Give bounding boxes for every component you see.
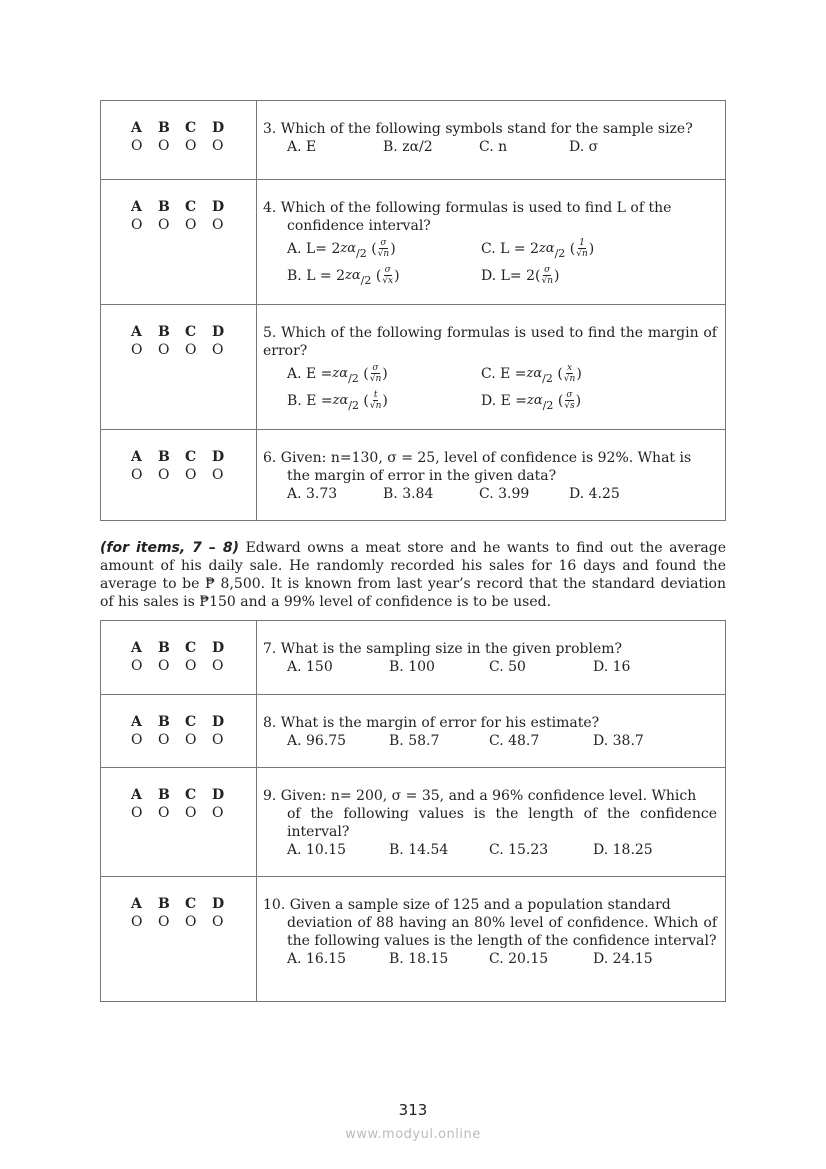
answer-bubble-a[interactable]: O <box>131 217 143 233</box>
question-stem-cont: confidence interval? <box>287 218 431 234</box>
answer-bubbles <box>101 305 257 429</box>
answer-circles <box>131 217 239 233</box>
answer-letter: D <box>212 640 225 656</box>
formula-option[interactable] <box>287 265 481 286</box>
numerator: x <box>567 363 573 373</box>
answer-letters <box>131 449 239 465</box>
options <box>263 485 717 503</box>
option-b[interactable]: B. 58.7 <box>389 733 440 749</box>
answer-bubble-c[interactable]: O <box>185 732 197 748</box>
answer-letters <box>131 120 239 136</box>
z-alpha: zα <box>526 365 543 381</box>
answer-letters <box>131 324 239 340</box>
question-row <box>101 179 725 304</box>
answer-bubble-a[interactable]: O <box>131 342 143 358</box>
answer-letter: D <box>212 199 225 215</box>
z-subscript: /2 <box>348 371 359 385</box>
options <box>263 732 717 750</box>
answer-letter: B <box>158 787 170 803</box>
question-row <box>101 767 725 876</box>
answer-letter: B <box>158 120 170 136</box>
answer-bubble-a[interactable]: O <box>131 138 143 154</box>
page-number: 313 <box>398 1101 428 1119</box>
question-stem: 8. What is the margin of error for his estimate? <box>263 715 600 731</box>
answer-letter: C <box>185 787 197 803</box>
paren: ( <box>569 240 576 257</box>
watermark: www.modyul.online <box>345 1127 481 1142</box>
answer-bubble-d[interactable]: O <box>212 805 224 821</box>
answer-letter: A <box>131 896 142 912</box>
paren: ) <box>394 267 400 284</box>
paren: ) <box>382 392 388 409</box>
denominator: √n <box>369 401 382 411</box>
z-alpha: zα <box>538 240 555 256</box>
answer-circles <box>131 914 239 930</box>
numerator: 1 <box>579 238 585 248</box>
answer-circles <box>131 342 239 358</box>
question-row <box>101 876 725 1001</box>
question <box>263 120 717 156</box>
option-d[interactable]: D. 4.25 <box>569 486 620 502</box>
answer-bubble-a[interactable]: O <box>131 658 143 674</box>
formula-option[interactable] <box>481 238 594 259</box>
problem-intro <box>100 539 726 611</box>
formula-label: A. L= 2 <box>287 240 341 257</box>
answer-bubble-a[interactable]: O <box>131 914 143 930</box>
answer-letter: C <box>185 449 197 465</box>
option-a[interactable]: A. 10.15 <box>287 842 347 858</box>
option-b[interactable]: B. 18.15 <box>389 951 449 967</box>
paren: ( <box>363 392 369 409</box>
answer-bubble-c[interactable]: O <box>185 342 197 358</box>
option-c[interactable]: C. 3.99 <box>479 486 530 502</box>
option-b[interactable]: B. 14.54 <box>389 842 449 858</box>
options <box>263 841 717 859</box>
question-stem: 5. Which of the following formulas is used to find the margin of error? <box>263 325 717 359</box>
paren: ) <box>588 240 595 257</box>
question-row <box>101 304 725 429</box>
question <box>263 449 717 503</box>
paren: ) <box>576 365 582 382</box>
denominator: √s <box>564 401 575 411</box>
formula-row <box>263 235 717 262</box>
answer-bubble-d[interactable]: O <box>212 217 224 233</box>
answer-bubbles <box>101 180 257 304</box>
answer-letter: B <box>158 324 170 340</box>
paren: ) <box>575 392 582 409</box>
paren: ) <box>382 365 388 382</box>
answer-bubble-b[interactable]: O <box>158 217 170 233</box>
options <box>263 138 717 156</box>
formula-row <box>263 360 717 387</box>
answer-bubble-c[interactable]: O <box>185 138 197 154</box>
answer-letter: D <box>212 896 225 912</box>
answer-letter: C <box>185 324 197 340</box>
paren: ( <box>535 267 541 284</box>
option-c[interactable]: C. n <box>479 139 508 155</box>
answer-letter: C <box>185 120 197 136</box>
formula-option[interactable] <box>287 390 481 411</box>
formula-label: C. L = 2 <box>481 240 539 257</box>
answer-letter: A <box>131 324 142 340</box>
option-a[interactable]: A. 3.73 <box>287 486 338 502</box>
answer-bubble-b[interactable]: O <box>158 467 170 483</box>
z-subscript: /2 <box>348 398 359 412</box>
options <box>263 658 717 676</box>
z-subscript: /2 <box>542 398 554 412</box>
question <box>263 324 717 414</box>
z-subscript: /2 <box>360 273 372 287</box>
answer-circles <box>131 138 239 154</box>
answer-bubble-d[interactable]: O <box>212 914 224 930</box>
answer-letter: D <box>212 324 225 340</box>
answer-bubble-c[interactable]: O <box>185 658 197 674</box>
answer-bubble-d[interactable]: O <box>212 467 224 483</box>
z-alpha: zα <box>340 240 357 256</box>
answer-bubble-c[interactable]: O <box>185 914 197 930</box>
option-c[interactable]: C. 48.7 <box>489 733 540 749</box>
question-stem: 9. Given: n= 200, σ = 35, and a 96% confidence level. Which <box>263 788 697 804</box>
answer-bubble-b[interactable]: O <box>158 732 170 748</box>
option-d[interactable]: D. 24.15 <box>593 951 653 967</box>
denominator: √n <box>377 249 390 259</box>
formula-label: D. E = <box>481 392 528 409</box>
paren: ( <box>371 240 377 257</box>
answer-letters <box>131 714 239 730</box>
answer-letter: C <box>185 714 197 730</box>
answer-bubble-b[interactable]: O <box>158 138 170 154</box>
numerator: σ <box>544 265 551 275</box>
paren: ) <box>554 267 560 284</box>
answer-bubble-b[interactable]: O <box>158 342 170 358</box>
formula-option[interactable] <box>287 363 481 384</box>
answer-bubble-b[interactable]: O <box>158 914 170 930</box>
answer-bubble-d[interactable]: O <box>212 658 224 674</box>
answer-circles <box>131 467 239 483</box>
option-a[interactable]: A. 96.75 <box>287 733 347 749</box>
paren: ( <box>557 365 563 382</box>
formula-option[interactable] <box>287 238 481 259</box>
z-alpha: zα <box>332 392 349 408</box>
paren: ( <box>363 365 369 382</box>
numerator: σ <box>372 363 379 373</box>
question-stem-cont: of the following values is the length of the confidence interval? <box>287 806 717 840</box>
answer-letter: B <box>158 449 170 465</box>
option-b[interactable]: B. zα/2 <box>383 139 433 155</box>
z-subscript: /2 <box>554 246 566 260</box>
fraction <box>370 363 382 384</box>
z-subscript: /2 <box>542 371 553 385</box>
options <box>263 950 717 968</box>
answer-bubble-d[interactable]: O <box>212 138 224 154</box>
answer-letter: D <box>212 714 225 730</box>
answer-circles <box>131 805 239 821</box>
numerator: t <box>373 390 378 400</box>
question-stem: 7. What is the sampling size in the given problem? <box>263 641 623 657</box>
numerator: σ <box>380 238 387 248</box>
answer-bubble-a[interactable]: O <box>131 467 143 483</box>
answer-bubble-a[interactable]: O <box>131 805 143 821</box>
answer-letter: A <box>131 449 142 465</box>
paren: ( <box>375 267 382 284</box>
formula-label: D. L= 2 <box>481 267 536 284</box>
paren: ( <box>557 392 564 409</box>
fraction <box>382 265 393 286</box>
answer-bubble-d[interactable]: O <box>212 732 224 748</box>
numerator: σ <box>566 390 573 400</box>
option-c[interactable]: C. 50 <box>489 659 526 675</box>
answer-letter: A <box>131 199 142 215</box>
answer-bubble-c[interactable]: O <box>185 467 197 483</box>
option-a[interactable]: A. 16.15 <box>287 951 347 967</box>
question <box>263 714 717 750</box>
denominator: √n <box>563 374 576 384</box>
answer-letter: A <box>131 120 142 136</box>
z-alpha: zα <box>527 392 543 408</box>
answer-letter: A <box>131 714 142 730</box>
fraction <box>370 390 382 411</box>
option-d[interactable]: D. 16 <box>593 659 631 675</box>
answer-letters <box>131 896 239 912</box>
question-stem: 6. Given: n=130, σ = 25, level of confidence is 92%. What is <box>263 450 692 466</box>
question-stem-cont: the margin of error in the given data? <box>287 468 557 484</box>
answer-bubble-c[interactable]: O <box>185 217 197 233</box>
fraction <box>541 265 553 286</box>
answer-bubbles <box>101 101 257 179</box>
option-a[interactable]: A. 150 <box>287 659 333 675</box>
answer-letter: D <box>212 787 225 803</box>
answer-letter: C <box>185 640 197 656</box>
formula-row <box>263 262 717 289</box>
question-table-1 <box>100 100 726 521</box>
denominator: √n <box>576 249 588 259</box>
fraction <box>378 238 390 259</box>
intro-lead: (for items, 7 – 8) <box>100 540 240 556</box>
option-d[interactable]: D. 38.7 <box>593 733 644 749</box>
answer-bubbles <box>101 430 257 520</box>
z-alpha: zα <box>332 365 349 381</box>
answer-bubble-d[interactable]: O <box>212 342 224 358</box>
fraction <box>564 363 576 384</box>
question <box>263 896 717 968</box>
denominator: √n <box>541 276 554 286</box>
answer-letters <box>131 640 239 656</box>
answer-bubble-a[interactable]: O <box>131 732 143 748</box>
option-d[interactable]: D. 18.25 <box>593 842 653 858</box>
formula-option[interactable] <box>481 390 581 411</box>
option-c[interactable]: C. 15.23 <box>489 842 549 858</box>
answer-bubbles <box>101 621 257 694</box>
question-stem: 3. Which of the following symbols stand for the sample size? <box>263 121 693 137</box>
formula-label: B. L = 2 <box>287 267 346 284</box>
answer-letter: D <box>212 449 225 465</box>
question <box>263 640 717 676</box>
fraction <box>576 238 588 259</box>
answer-letter: C <box>185 199 197 215</box>
denominator: √n <box>369 374 382 384</box>
answer-bubbles <box>101 768 257 876</box>
answer-letter: B <box>158 640 170 656</box>
option-d[interactable]: D. σ <box>569 139 599 155</box>
answer-bubble-c[interactable]: O <box>185 805 197 821</box>
question-row <box>101 621 725 694</box>
formula-label: A. E = <box>287 365 333 382</box>
question-stem: 10. Given a sample size of 125 and a population standard <box>263 897 671 913</box>
z-subscript: /2 <box>356 246 367 260</box>
option-b[interactable]: B. 3.84 <box>383 486 434 502</box>
answer-circles <box>131 732 239 748</box>
formula-label: C. E = <box>481 365 527 382</box>
question-table-2 <box>100 620 726 1002</box>
question <box>263 199 717 289</box>
question-row <box>101 429 725 520</box>
denominator: √x <box>382 276 394 286</box>
answer-letter: B <box>158 199 170 215</box>
answer-letter: B <box>158 714 170 730</box>
answer-letter: A <box>131 787 142 803</box>
question-stem-cont: deviation of 88 having an 80% level of confidence. Which of the following values is the length of the confidence interval? <box>287 915 717 949</box>
answer-bubble-b[interactable]: O <box>158 658 170 674</box>
answer-bubbles <box>101 695 257 767</box>
answer-letters <box>131 787 239 803</box>
intro-text: Edward owns a meat store and he wants to find out the average amount of his daily sale. He randomly recorded his sales for 16 days and found the average to be ₱ 8,500. It is known from last year’s record that the standard deviation of his sales is ₱150 and a 99% level of confidence is to be used. <box>100 540 726 610</box>
question <box>263 787 717 859</box>
answer-letter: B <box>158 896 170 912</box>
question-row <box>101 694 725 767</box>
answer-letters <box>131 199 239 215</box>
paren: ) <box>390 240 396 257</box>
formula-label: B. E = <box>287 392 333 409</box>
answer-letter: D <box>212 120 225 136</box>
option-a[interactable]: A. E <box>287 139 317 155</box>
answer-bubbles <box>101 877 257 1001</box>
z-alpha: zα <box>345 267 361 283</box>
answer-circles <box>131 658 239 674</box>
formula-option[interactable] <box>481 265 559 286</box>
answer-letter: A <box>131 640 142 656</box>
numerator: σ <box>384 265 391 275</box>
answer-bubble-b[interactable]: O <box>158 805 170 821</box>
fraction <box>564 390 574 411</box>
formula-row <box>263 387 717 414</box>
answer-letter: C <box>185 896 197 912</box>
question-stem: 4. Which of the following formulas is used to find L of the <box>263 200 672 216</box>
question-row <box>101 101 725 179</box>
option-b[interactable]: B. 100 <box>389 659 435 675</box>
formula-option[interactable] <box>481 363 582 384</box>
option-c[interactable]: C. 20.15 <box>489 951 549 967</box>
